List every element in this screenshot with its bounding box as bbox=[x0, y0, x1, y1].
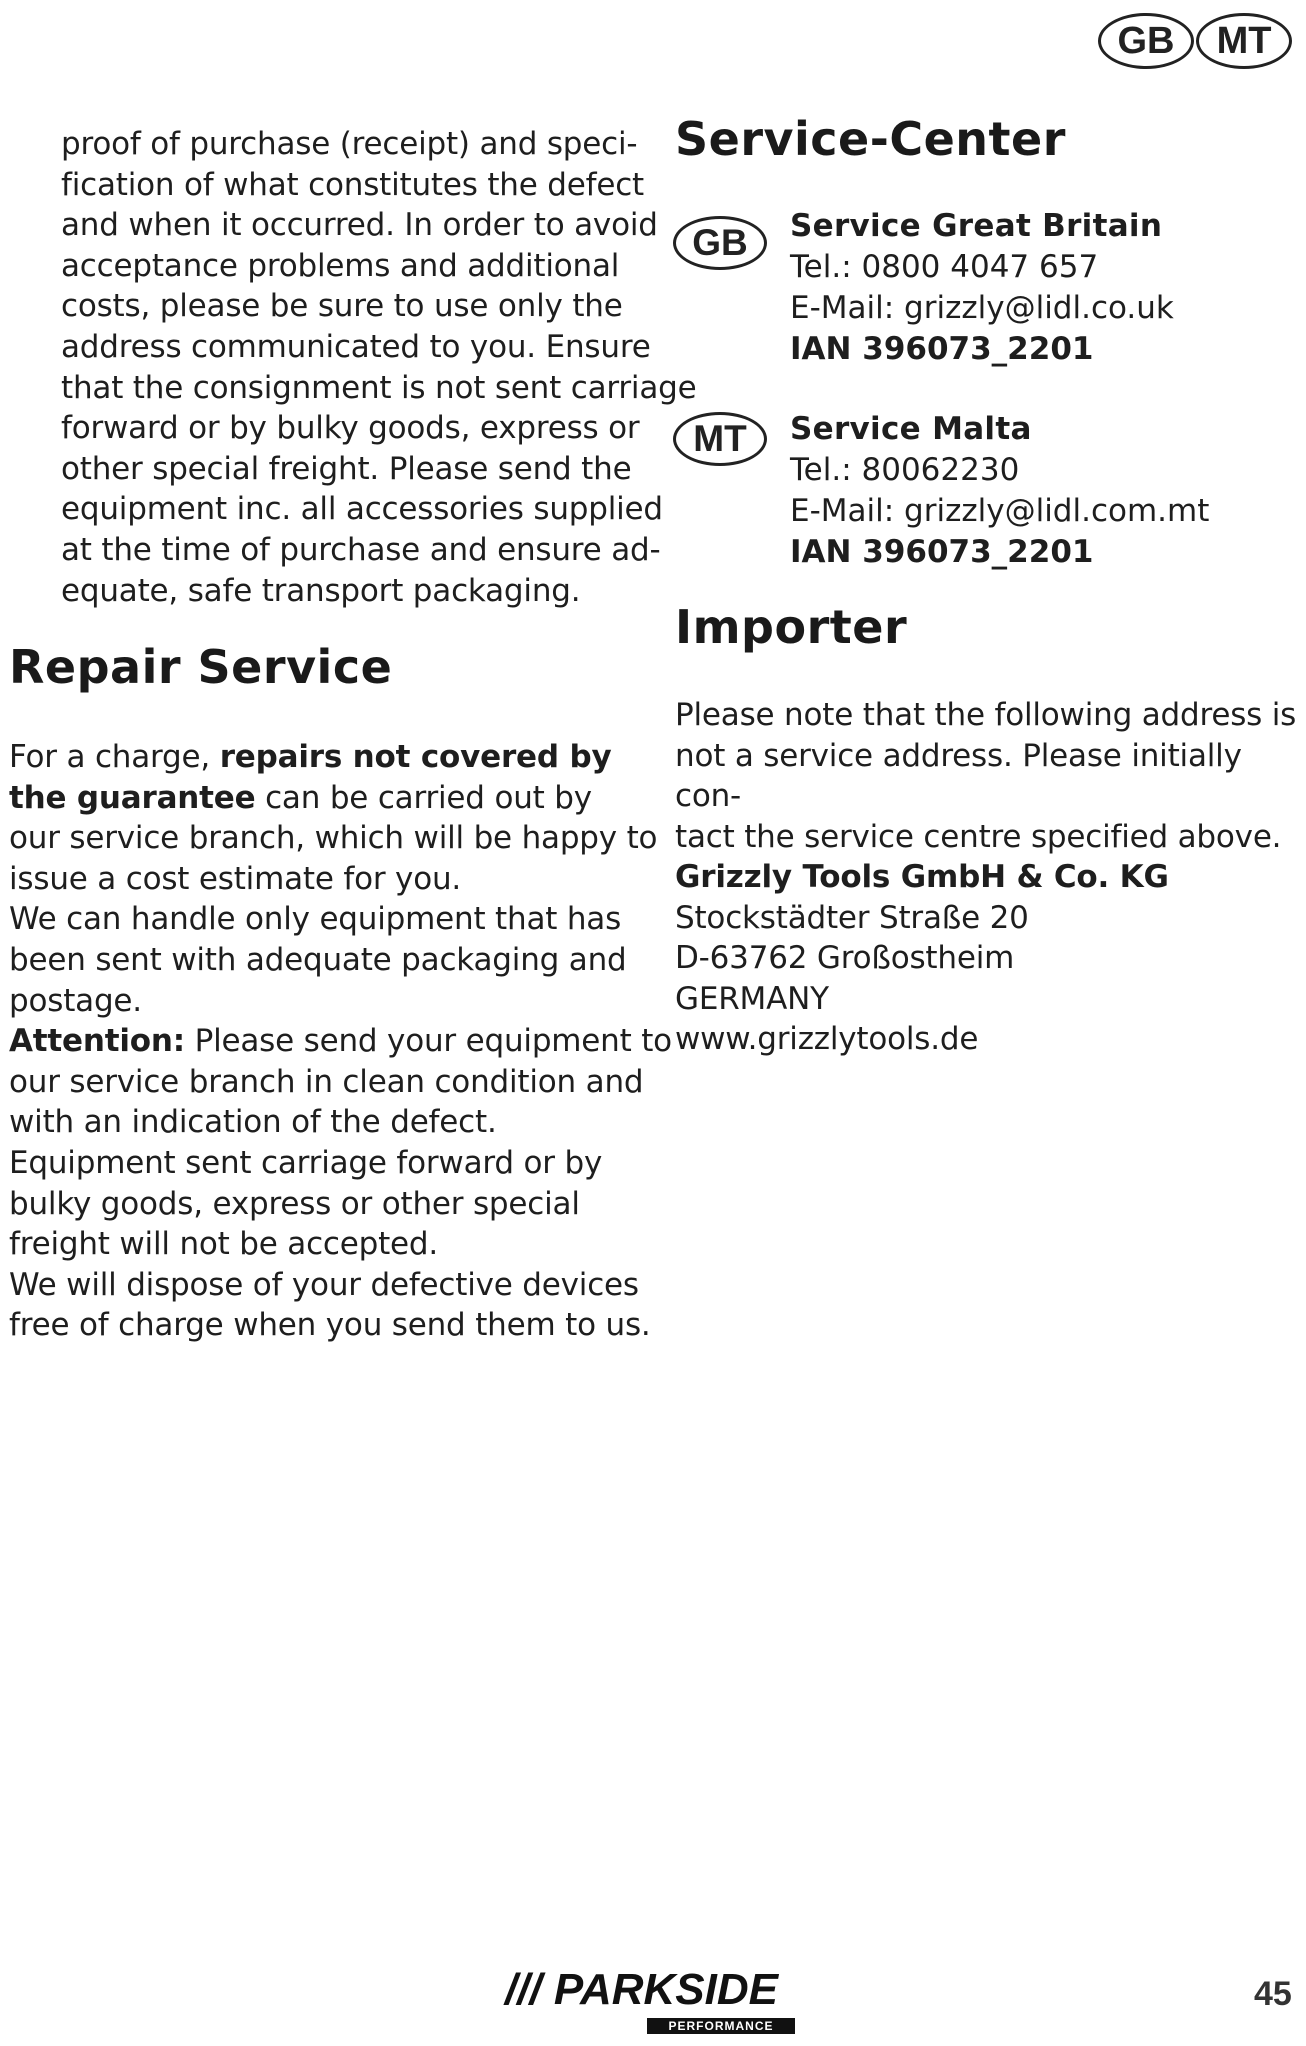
text-line: We will dispose of your defective devices bbox=[9, 1266, 639, 1303]
text-line: For a charge, repairs not covered by bbox=[9, 739, 612, 775]
language-badge-gb: GB bbox=[1098, 13, 1194, 69]
text-line: equipment inc. all accessories supplied bbox=[61, 491, 663, 528]
service-tel: Tel.: 80062230 bbox=[790, 452, 1020, 488]
service-ian: IAN 396073_2201 bbox=[790, 331, 1094, 367]
text-line: other special freight. Please send the bbox=[61, 450, 632, 487]
service-center-heading: Service-Center bbox=[675, 112, 1066, 166]
text-line: been sent with adequate packaging and bbox=[9, 941, 627, 978]
language-badge-mt: MT bbox=[1196, 13, 1292, 69]
text-line: equate, safe transport packaging. bbox=[61, 572, 581, 609]
text-line: Please note that the following address is bbox=[675, 697, 1297, 733]
text-line: fication of what constitutes the defect bbox=[61, 166, 645, 203]
importer-address bbox=[675, 857, 1169, 1060]
text-line: our service branch, which will be happy to bbox=[9, 820, 658, 857]
text-line: costs, please be sure to use only the bbox=[61, 288, 623, 325]
service-badge-mt: MT bbox=[673, 412, 767, 466]
address-line: GERMANY bbox=[675, 980, 829, 1017]
text-line: issue a cost estimate for you. bbox=[9, 860, 462, 897]
text-line: Attention: Please send your equipment to bbox=[9, 1023, 672, 1060]
text-line: at the time of purchase and ensure ad- bbox=[61, 531, 661, 568]
address-line: Stockstädter Straße 20 bbox=[675, 899, 1029, 936]
text-line: that the consignment is not sent carriage bbox=[61, 369, 697, 406]
text-line: with an indication of the defect. bbox=[9, 1104, 497, 1141]
text-line: tact the service centre specified above. bbox=[675, 818, 1282, 855]
text-line: our service branch in clean condition and bbox=[9, 1063, 644, 1100]
service-tel: Tel.: 0800 4047 657 bbox=[790, 249, 1099, 285]
service-badge-gb: GB bbox=[673, 216, 767, 270]
service-ian: IAN 396073_2201 bbox=[790, 534, 1094, 570]
text-line: bulky goods, express or other special bbox=[9, 1185, 580, 1222]
page-number: 45 bbox=[1254, 1975, 1292, 2013]
importer-heading: Importer bbox=[675, 600, 908, 654]
service-name: Service Great Britain bbox=[790, 208, 1163, 244]
website: www.grizzlytools.de bbox=[675, 1021, 979, 1058]
text-line: not a service address. Please initially con- bbox=[675, 737, 1242, 815]
text-line: address communicated to you. Ensure bbox=[61, 328, 651, 365]
intro-paragraph bbox=[61, 124, 696, 611]
repair-service-text bbox=[9, 737, 672, 1346]
text-line: and when it occurred. In order to avoid bbox=[61, 207, 658, 244]
repair-service-heading: Repair Service bbox=[9, 640, 393, 694]
company-name: Grizzly Tools GmbH & Co. KG bbox=[675, 859, 1169, 895]
service-great-britain bbox=[790, 206, 1174, 370]
service-name: Service Malta bbox=[790, 411, 1032, 447]
text-line: We can handle only equipment that has bbox=[9, 901, 622, 938]
text-line: Equipment sent carriage forward or by bbox=[9, 1144, 603, 1181]
service-email: E-Mail: grizzly@lidl.co.uk bbox=[790, 290, 1174, 326]
text-line: the guarantee can be carried out by bbox=[9, 779, 592, 816]
text-line: acceptance problems and additional bbox=[61, 247, 620, 284]
text-line: proof of purchase (receipt) and speci- bbox=[61, 126, 638, 162]
text-line: postage. bbox=[9, 982, 142, 1019]
text-line: free of charge when you send them to us. bbox=[9, 1307, 651, 1344]
text-line: forward or by bulky goods, express or bbox=[61, 410, 640, 447]
parkside-performance-label: PERFORMANCE bbox=[647, 2018, 795, 2034]
service-email: E-Mail: grizzly@lidl.com.mt bbox=[790, 493, 1210, 529]
service-malta bbox=[790, 409, 1209, 573]
parkside-logo: /// PARKSIDE bbox=[505, 1965, 779, 2014]
address-line: D-63762 Großostheim bbox=[675, 940, 1015, 977]
text-line: freight will not be accepted. bbox=[9, 1226, 439, 1263]
importer-note bbox=[675, 695, 1306, 857]
